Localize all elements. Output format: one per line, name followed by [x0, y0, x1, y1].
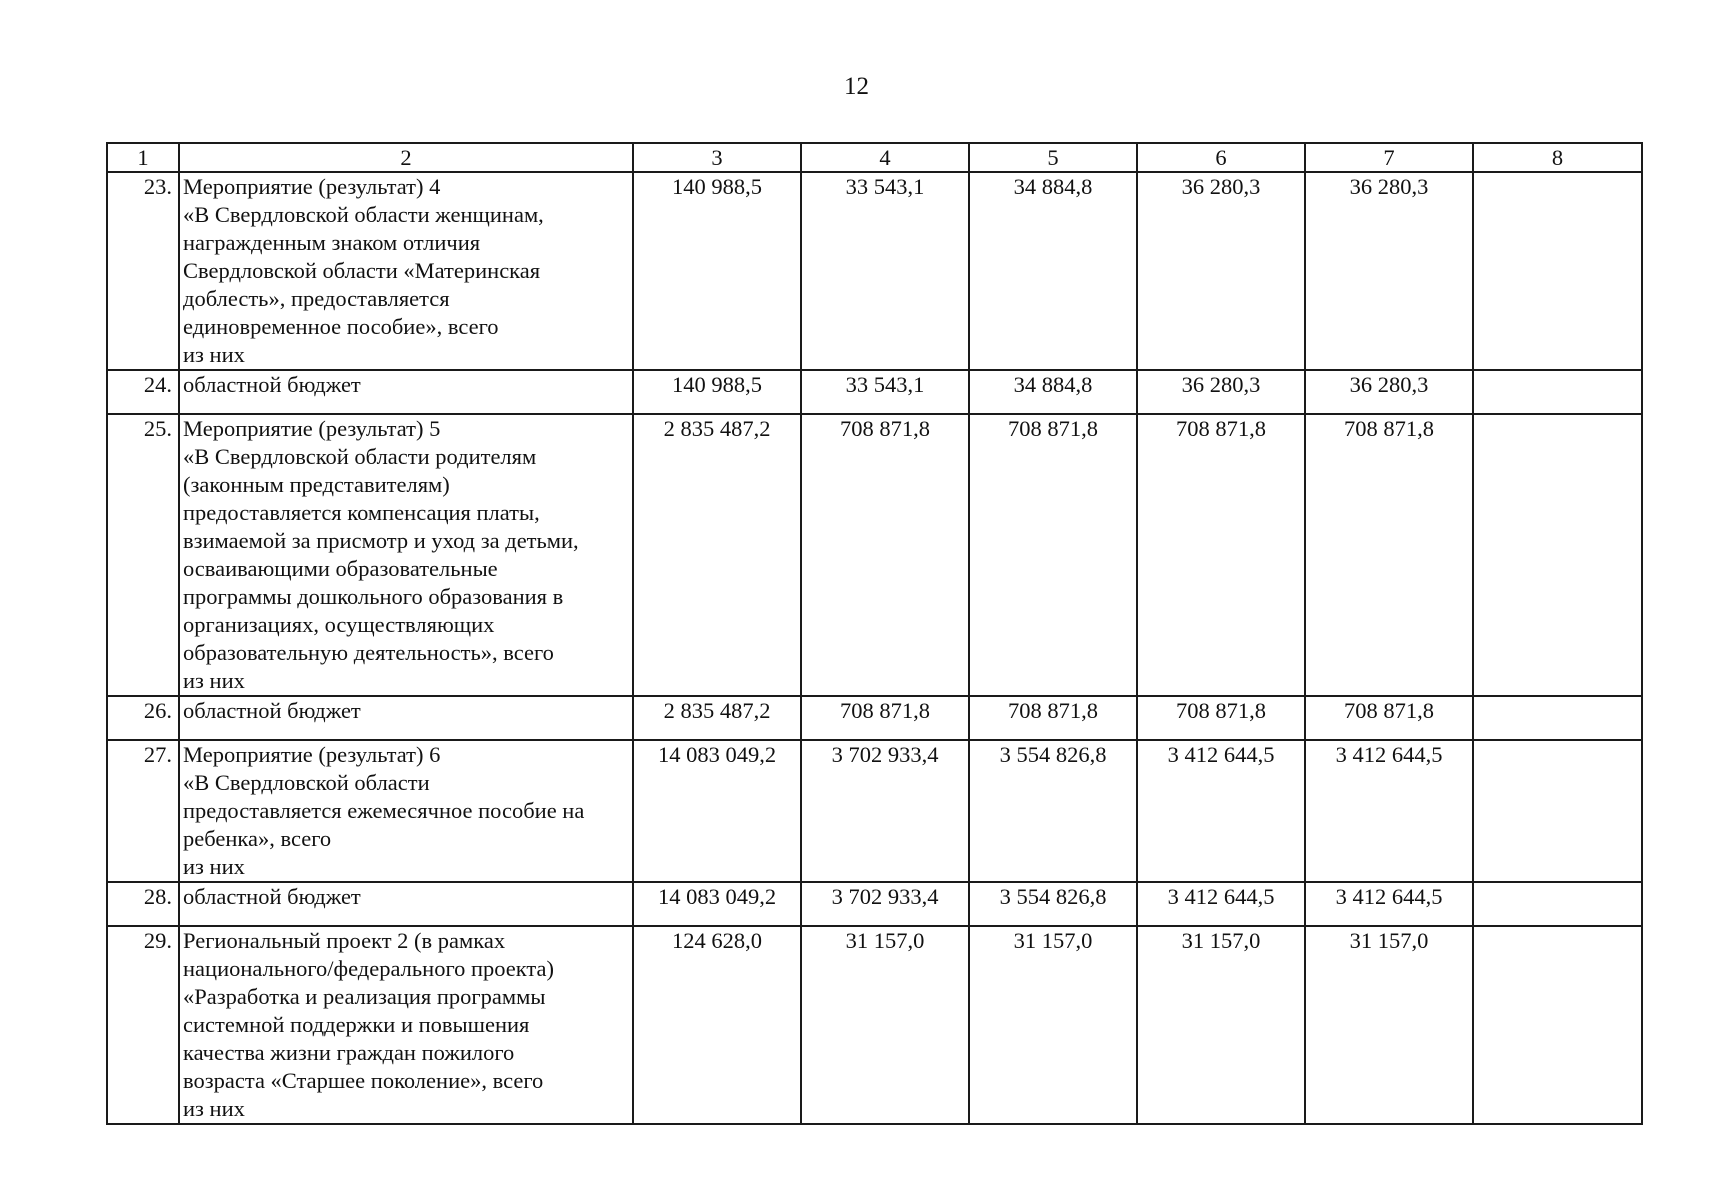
table-row	[107, 172, 1642, 370]
cell-total: 124 628,0	[633, 926, 801, 1124]
table-row	[107, 696, 1642, 740]
row-number: 25.	[107, 414, 179, 696]
cell-empty	[1473, 172, 1642, 370]
table-row	[107, 926, 1642, 1124]
page-number: 12	[844, 73, 869, 100]
cell-value: 3 554 826,8	[969, 740, 1137, 882]
cell-value: 3 702 933,4	[801, 740, 969, 882]
row-number: 28.	[107, 882, 179, 926]
header-row	[107, 143, 1642, 172]
column-header: 2	[179, 143, 633, 172]
budget-table	[106, 142, 1643, 1125]
cell-total: 14 083 049,2	[633, 882, 801, 926]
cell-total: 140 988,5	[633, 370, 801, 414]
cell-value: 708 871,8	[1305, 414, 1473, 696]
column-header: 4	[801, 143, 969, 172]
cell-value: 34 884,8	[969, 370, 1137, 414]
column-header: 5	[969, 143, 1137, 172]
row-number: 26.	[107, 696, 179, 740]
cell-empty	[1473, 740, 1642, 882]
row-number: 27.	[107, 740, 179, 882]
cell-value: 708 871,8	[969, 696, 1137, 740]
row-name: Мероприятие (результат) 5 «В Свердловской области родителям (законным представителям) предоставляется компенсация платы, взимаемой за присмотр и уход за детьми, осваивающими образовательные программы дошкольного образования в организациях, осуществляющих образовательную деятельность», всего из них	[179, 414, 633, 696]
cell-total: 2 835 487,2	[633, 696, 801, 740]
cell-value: 36 280,3	[1137, 370, 1305, 414]
cell-value: 31 157,0	[1137, 926, 1305, 1124]
cell-value: 31 157,0	[801, 926, 969, 1124]
cell-empty	[1473, 414, 1642, 696]
column-header: 8	[1473, 143, 1642, 172]
cell-value: 708 871,8	[801, 696, 969, 740]
cell-value: 36 280,3	[1137, 172, 1305, 370]
cell-value: 31 157,0	[1305, 926, 1473, 1124]
cell-value: 708 871,8	[1137, 414, 1305, 696]
row-number: 29.	[107, 926, 179, 1124]
row-name: областной бюджет	[179, 370, 633, 414]
cell-total: 2 835 487,2	[633, 414, 801, 696]
row-number: 23.	[107, 172, 179, 370]
column-header: 3	[633, 143, 801, 172]
cell-value: 33 543,1	[801, 172, 969, 370]
row-name: Мероприятие (результат) 6 «В Свердловской области предоставляется ежемесячное пособие на ребенка», всего из них	[179, 740, 633, 882]
cell-value: 708 871,8	[1305, 696, 1473, 740]
cell-value: 36 280,3	[1305, 172, 1473, 370]
cell-empty	[1473, 370, 1642, 414]
cell-total: 14 083 049,2	[633, 740, 801, 882]
cell-total: 140 988,5	[633, 172, 801, 370]
cell-value: 3 412 644,5	[1305, 882, 1473, 926]
row-name: Мероприятие (результат) 4 «В Свердловской области женщинам, награжденным знаком отличия Свердловской области «Материнская доблесть», предоставляется единовременное пособие», всего из них	[179, 172, 633, 370]
cell-value: 708 871,8	[1137, 696, 1305, 740]
cell-empty	[1473, 926, 1642, 1124]
cell-value: 708 871,8	[801, 414, 969, 696]
cell-value: 708 871,8	[969, 414, 1137, 696]
cell-value: 33 543,1	[801, 370, 969, 414]
column-header: 1	[107, 143, 179, 172]
cell-value: 3 702 933,4	[801, 882, 969, 926]
table-row	[107, 740, 1642, 882]
cell-value: 3 412 644,5	[1137, 740, 1305, 882]
cell-value: 36 280,3	[1305, 370, 1473, 414]
cell-empty	[1473, 882, 1642, 926]
cell-value: 31 157,0	[969, 926, 1137, 1124]
cell-value: 3 554 826,8	[969, 882, 1137, 926]
row-name: Региональный проект 2 (в рамках национального/федерального проекта) «Разработка и реализация программы системной поддержки и повышения качества жизни граждан пожилого возраста «Старшее поколение», всего из них	[179, 926, 633, 1124]
table-row	[107, 882, 1642, 926]
row-name: областной бюджет	[179, 882, 633, 926]
row-number: 24.	[107, 370, 179, 414]
cell-empty	[1473, 696, 1642, 740]
cell-value: 3 412 644,5	[1305, 740, 1473, 882]
column-header: 7	[1305, 143, 1473, 172]
table-row	[107, 370, 1642, 414]
cell-value: 3 412 644,5	[1137, 882, 1305, 926]
table-row	[107, 414, 1642, 696]
column-header: 6	[1137, 143, 1305, 172]
row-name: областной бюджет	[179, 696, 633, 740]
cell-value: 34 884,8	[969, 172, 1137, 370]
